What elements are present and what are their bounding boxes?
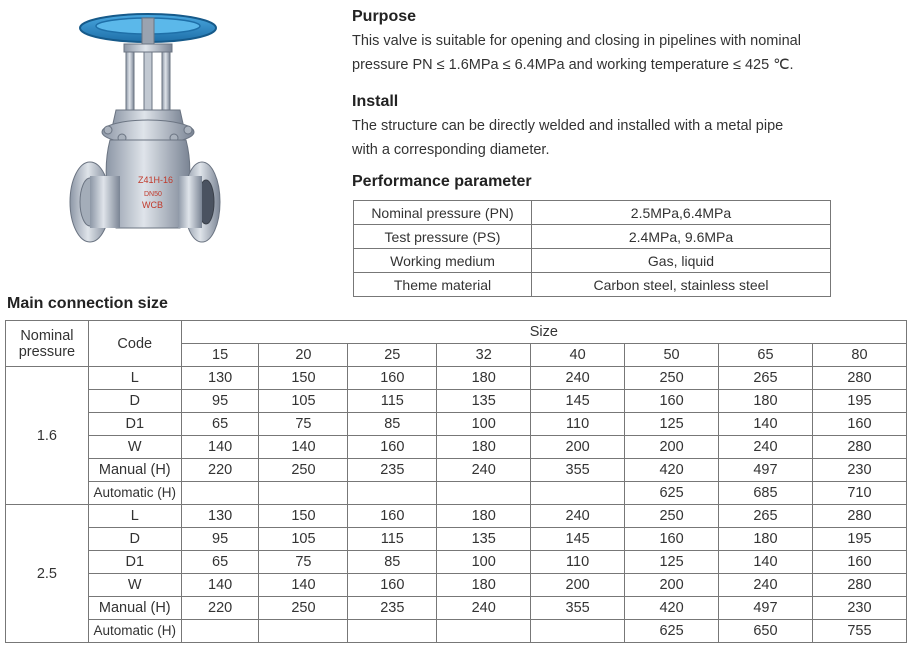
value-cell: 625 (625, 620, 719, 643)
value-cell: 265 (719, 505, 813, 528)
code-cell: D (88, 390, 181, 413)
value-cell: 250 (625, 367, 719, 390)
value-cell: 95 (181, 528, 259, 551)
value-cell: 280 (812, 505, 906, 528)
value-cell: 240 (719, 574, 813, 597)
value-cell: 200 (625, 574, 719, 597)
code-cell: D1 (88, 413, 181, 436)
value-cell: 65 (181, 551, 259, 574)
code-cell: Automatic (H) (88, 620, 181, 643)
code-cell: L (88, 505, 181, 528)
value-cell: 95 (181, 390, 259, 413)
value-cell: 280 (812, 367, 906, 390)
value-cell: 230 (812, 597, 906, 620)
value-cell: 100 (437, 551, 531, 574)
value-cell: 265 (719, 367, 813, 390)
table-row (6, 367, 907, 390)
value-cell: 160 (348, 505, 437, 528)
header-size-value: 40 (531, 344, 625, 367)
header-size-value: 15 (181, 344, 259, 367)
table-row (6, 436, 907, 459)
value-cell: 135 (437, 390, 531, 413)
value-cell (259, 482, 348, 505)
value-cell: 140 (719, 413, 813, 436)
table-row (6, 505, 907, 528)
casting-mark-model: Z41H-16 (138, 175, 174, 185)
value-cell: 497 (719, 597, 813, 620)
performance-value: Carbon steel, stainless steel (532, 273, 831, 297)
code-cell: Automatic (H) (88, 482, 181, 505)
main-connection-table (5, 320, 907, 643)
value-cell: 180 (437, 574, 531, 597)
table-row (6, 551, 907, 574)
value-cell: 355 (531, 459, 625, 482)
casting-mark-size: DN50 (144, 191, 162, 198)
value-cell: 160 (348, 574, 437, 597)
value-cell: 140 (719, 551, 813, 574)
value-cell: 755 (812, 620, 906, 643)
install-line: with a corresponding diameter. (352, 142, 550, 158)
install-text (352, 114, 892, 162)
value-cell: 420 (625, 459, 719, 482)
table-row (6, 459, 907, 482)
value-cell: 250 (259, 597, 348, 620)
value-cell (531, 620, 625, 643)
gate-valve-image (60, 8, 230, 270)
nominal-pressure-cell: 2.5 (6, 505, 89, 643)
purpose-line: pressure PN ≤ 1.6MPa ≤ 6.4MPa and working temperature ≤ 425 ℃. (352, 57, 794, 73)
nominal-pressure-cell: 1.6 (6, 367, 89, 505)
value-cell: 710 (812, 482, 906, 505)
performance-value: 2.4MPa, 9.6MPa (532, 225, 831, 249)
value-cell: 140 (181, 574, 259, 597)
value-cell: 200 (625, 436, 719, 459)
value-cell: 240 (437, 597, 531, 620)
value-cell: 110 (531, 551, 625, 574)
value-cell: 240 (437, 459, 531, 482)
header-size-value: 25 (348, 344, 437, 367)
value-cell: 180 (719, 528, 813, 551)
table-row (6, 597, 907, 620)
value-cell (437, 482, 531, 505)
header-size-value: 20 (259, 344, 348, 367)
value-cell (181, 482, 259, 505)
performance-label: Test pressure (PS) (354, 225, 532, 249)
header-size-value: 80 (812, 344, 906, 367)
value-cell: 125 (625, 551, 719, 574)
value-cell: 115 (348, 390, 437, 413)
value-cell: 140 (259, 436, 348, 459)
table-row (6, 528, 907, 551)
value-cell: 160 (348, 436, 437, 459)
value-cell: 160 (348, 367, 437, 390)
table-row (6, 574, 907, 597)
value-cell (437, 620, 531, 643)
performance-label: Working medium (354, 249, 532, 273)
value-cell: 240 (531, 367, 625, 390)
value-cell: 240 (719, 436, 813, 459)
value-cell: 130 (181, 505, 259, 528)
value-cell: 355 (531, 597, 625, 620)
value-cell (181, 620, 259, 643)
header-size-value: 32 (437, 344, 531, 367)
header-size-value: 50 (625, 344, 719, 367)
value-cell: 105 (259, 528, 348, 551)
value-cell: 160 (812, 551, 906, 574)
value-cell: 235 (348, 597, 437, 620)
value-cell (259, 620, 348, 643)
value-cell: 180 (437, 367, 531, 390)
purpose-line: This valve is suitable for opening and closing in pipelines with nominal (352, 33, 801, 49)
performance-value: 2.5MPa,6.4MPa (532, 201, 831, 225)
performance-row (354, 273, 831, 297)
value-cell: 100 (437, 413, 531, 436)
value-cell: 685 (719, 482, 813, 505)
header-code: Code (88, 321, 181, 367)
casting-mark-material: WCB (142, 200, 163, 210)
value-cell: 220 (181, 459, 259, 482)
value-cell: 140 (259, 574, 348, 597)
value-cell: 65 (181, 413, 259, 436)
value-cell: 240 (531, 505, 625, 528)
value-cell: 140 (181, 436, 259, 459)
code-cell: D1 (88, 551, 181, 574)
performance-row (354, 249, 831, 273)
performance-row (354, 201, 831, 225)
value-cell: 200 (531, 436, 625, 459)
table-row (6, 413, 907, 436)
header-size-value: 65 (719, 344, 813, 367)
value-cell: 220 (181, 597, 259, 620)
value-cell: 250 (625, 505, 719, 528)
value-cell: 75 (259, 413, 348, 436)
value-cell: 150 (259, 367, 348, 390)
value-cell: 160 (625, 528, 719, 551)
header-size: Size (181, 321, 906, 344)
value-cell: 160 (812, 413, 906, 436)
table-row (6, 482, 907, 505)
code-cell: Manual (H) (88, 597, 181, 620)
value-cell: 420 (625, 597, 719, 620)
value-cell: 105 (259, 390, 348, 413)
value-cell: 650 (719, 620, 813, 643)
value-cell: 85 (348, 551, 437, 574)
value-cell: 110 (531, 413, 625, 436)
value-cell: 235 (348, 459, 437, 482)
value-cell: 180 (437, 436, 531, 459)
value-cell (348, 620, 437, 643)
value-cell: 625 (625, 482, 719, 505)
value-cell: 195 (812, 390, 906, 413)
code-cell: W (88, 574, 181, 597)
value-cell: 135 (437, 528, 531, 551)
header-row (6, 321, 907, 344)
value-cell: 195 (812, 528, 906, 551)
install-heading: Install (352, 93, 399, 110)
value-cell: 145 (531, 390, 625, 413)
value-cell: 250 (259, 459, 348, 482)
code-cell: D (88, 528, 181, 551)
header-nominal-pressure: Nominal pressure (6, 321, 89, 367)
value-cell: 150 (259, 505, 348, 528)
value-cell: 130 (181, 367, 259, 390)
value-cell: 230 (812, 459, 906, 482)
performance-label: Theme material (354, 273, 532, 297)
value-cell: 145 (531, 528, 625, 551)
value-cell (531, 482, 625, 505)
value-cell: 75 (259, 551, 348, 574)
purpose-heading: Purpose (352, 8, 417, 25)
value-cell: 280 (812, 436, 906, 459)
value-cell: 180 (719, 390, 813, 413)
table-row (6, 390, 907, 413)
purpose-text (352, 29, 892, 77)
code-cell: L (88, 367, 181, 390)
performance-value: Gas, liquid (532, 249, 831, 273)
code-cell: W (88, 436, 181, 459)
code-cell: Manual (H) (88, 459, 181, 482)
value-cell: 280 (812, 574, 906, 597)
value-cell (348, 482, 437, 505)
performance-heading: Performance parameter (352, 173, 532, 190)
value-cell: 85 (348, 413, 437, 436)
value-cell: 125 (625, 413, 719, 436)
performance-table (353, 200, 831, 297)
main-connection-heading: Main connection size (7, 295, 168, 312)
value-cell: 200 (531, 574, 625, 597)
performance-row (354, 225, 831, 249)
performance-label: Nominal pressure (PN) (354, 201, 532, 225)
install-line: The structure can be directly welded and installed with a metal pipe (352, 118, 784, 134)
value-cell: 115 (348, 528, 437, 551)
value-cell: 180 (437, 505, 531, 528)
table-row (6, 620, 907, 643)
value-cell: 497 (719, 459, 813, 482)
value-cell: 160 (625, 390, 719, 413)
